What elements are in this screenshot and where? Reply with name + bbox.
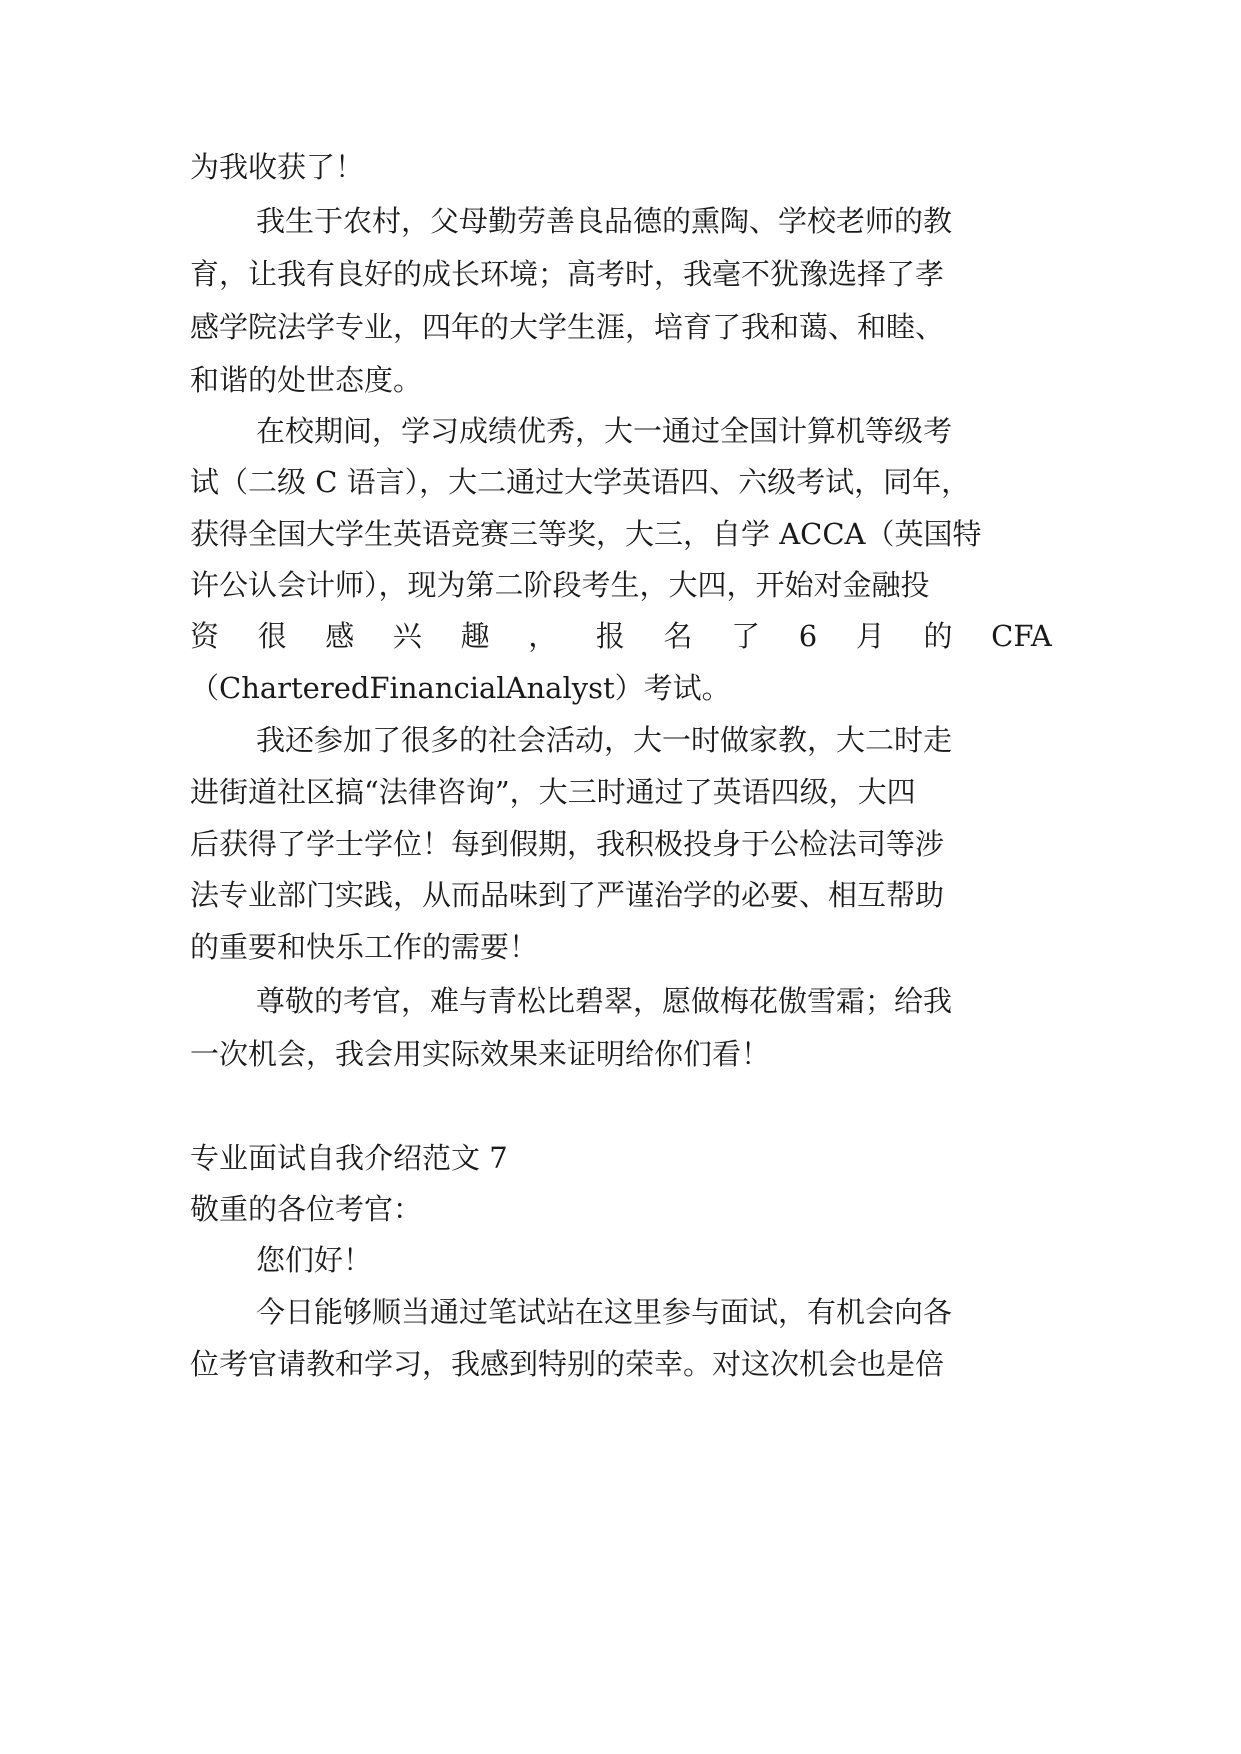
paragraph-line: 在校期间，学习成绩优秀，大一通过全国计算机等级考 (256, 414, 953, 448)
paragraph-line: 今日能够顺当通过笔试站在这里参与面试，有机会向各 (256, 1295, 953, 1329)
text-line: 试（二级 C 语言），大二通过大学英语四、六级考试，同年， (190, 465, 971, 499)
text-line: 法专业部门实践，从而品味到了严谨治学的必要、相互帮助 (190, 878, 945, 912)
word: 报 (595, 619, 625, 653)
text-line: 的重要和快乐工作的需要！ (190, 930, 539, 964)
word: ， (528, 619, 558, 653)
word: 兴 (392, 619, 422, 653)
text-line: 育，让我有良好的成长环境；高考时，我毫不犹豫选择了孝 (190, 257, 945, 291)
text-line: 许公认会计师），现为第二阶段考生，大四，开始对金融投 (190, 568, 930, 602)
word: 趣 (460, 619, 490, 653)
text-line: 后获得了学士学位！每到假期，我积极投身于公检法司等涉 (190, 827, 945, 861)
paragraph-line: 我生于农村，父母勤劳善良品德的熏陶、学校老师的教 (256, 204, 953, 238)
word: 感 (325, 619, 355, 653)
word: 了 (731, 619, 761, 653)
paragraph-line: 尊敬的考官，难与青松比碧翠，愿做梅花傲雪霜；给我 (256, 984, 953, 1018)
text-line: （CharteredFinancialAnalyst）考试。 (190, 671, 731, 705)
salutation: 敬重的各位考官： (190, 1192, 423, 1226)
word: 很 (257, 619, 287, 653)
justified-text-line (190, 617, 1052, 655)
word: 6 (798, 619, 818, 653)
text-line: 一次机会，我会用实际效果来证明给你们看！ (190, 1037, 771, 1071)
text-line: 和谐的处世态度。 (190, 363, 423, 397)
greeting: 您们好！ (256, 1243, 373, 1277)
section-heading: 专业面试自我介绍范文 7 (190, 1141, 508, 1175)
text-line: 获得全国大学生英语竞赛三等奖，大三，自学 ACCA（英国特 (190, 517, 982, 551)
text-line: 感学院法学专业，四年的大学生涯，培育了我和蔼、和睦、 (190, 310, 945, 344)
word: 的 (923, 619, 953, 653)
text-line: 位考官请教和学习，我感到特别的荣幸。对这次机会也是倍 (190, 1347, 945, 1381)
word: 资 (190, 619, 220, 653)
text-line: 进街道社区搞“法律咨询”，大三时通过了英语四级，大四 (190, 775, 916, 809)
word: 名 (663, 619, 693, 653)
word: 月 (855, 619, 885, 653)
text-line: 为我收获了！ (190, 150, 365, 184)
paragraph-line: 我还参加了很多的社会活动，大一时做家教，大二时走 (256, 723, 953, 757)
word: CFA (991, 619, 1052, 653)
